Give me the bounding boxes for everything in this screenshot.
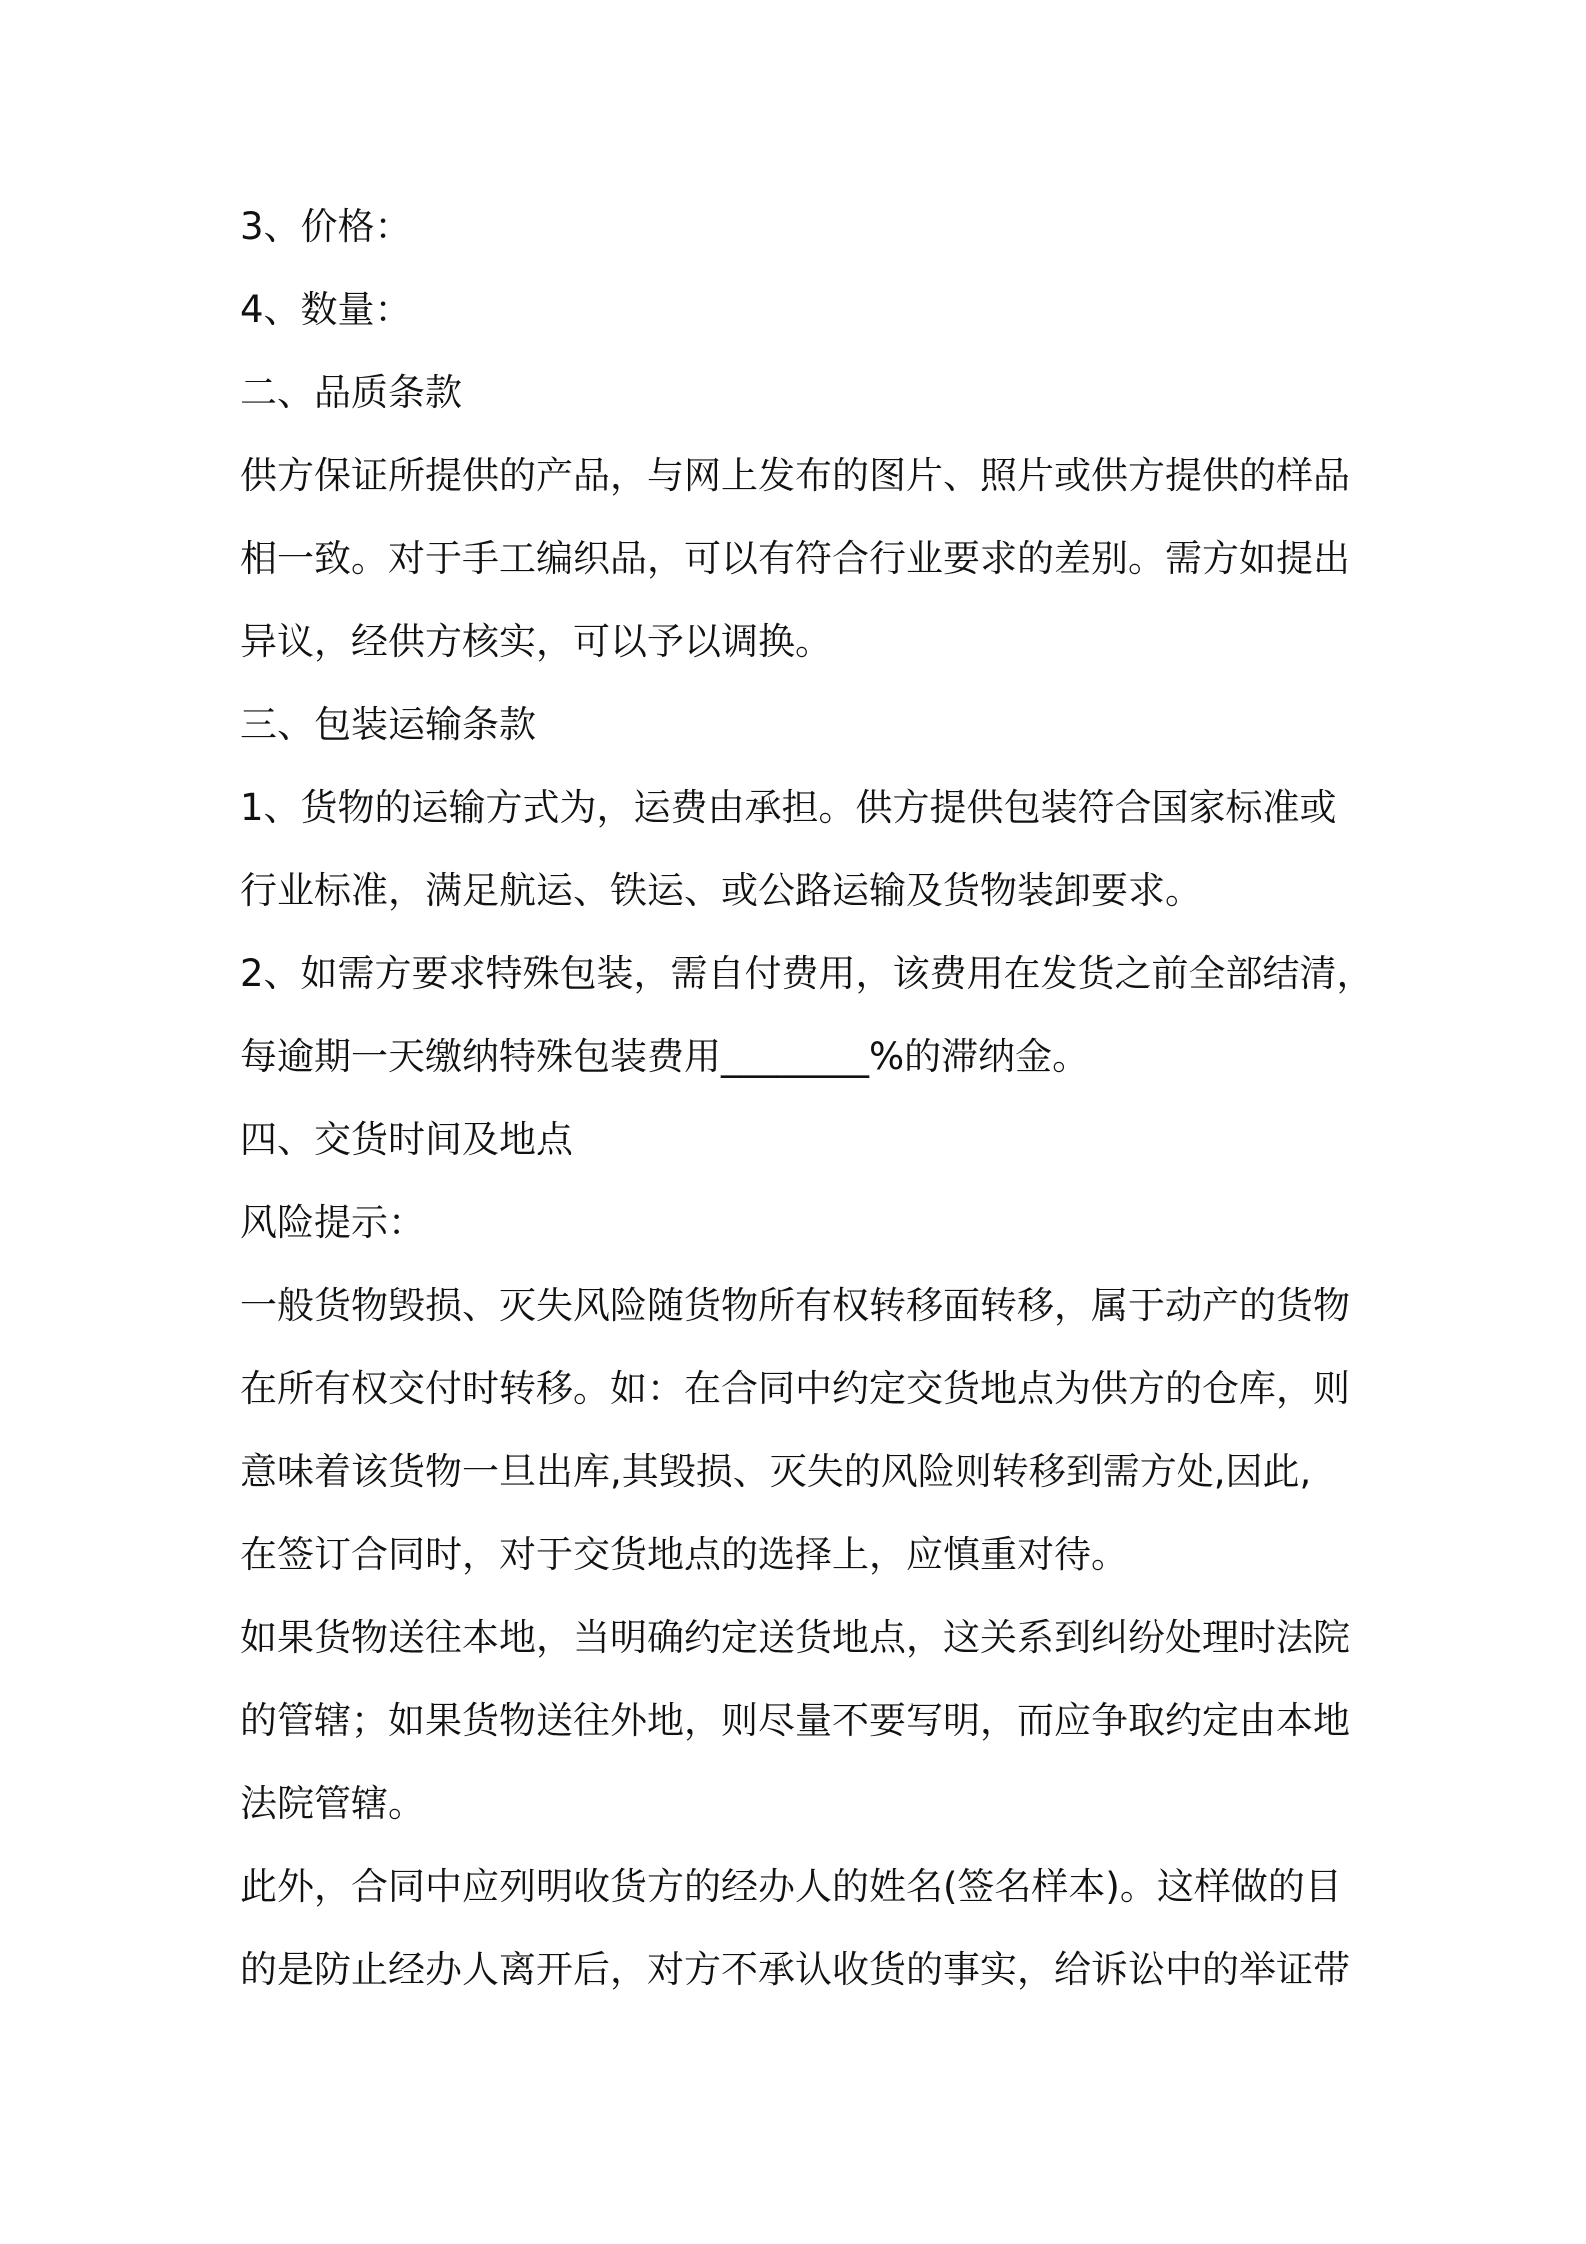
paragraph-line: 1、货物的运输方式为，运费由承担。供方提供包装符合国家标准或	[240, 786, 1337, 829]
paragraph-line: 法院管辖。	[240, 1782, 425, 1825]
clause-price	[240, 185, 1440, 268]
paragraph-packaging-1	[240, 766, 1440, 932]
risk-notice-label	[240, 1181, 1440, 1264]
list-item-line: 4、数量：	[240, 288, 412, 331]
section-heading: 四、交货时间及地点	[240, 1118, 573, 1161]
section-heading-quality	[240, 351, 1440, 434]
document-body	[240, 185, 1440, 2011]
paragraph-packaging-2	[240, 932, 1440, 1098]
paragraph-line: 的管辖；如果货物送往外地，则尽量不要写明，而应争取约定由本地	[240, 1699, 1350, 1742]
paragraph-line: 2、如需方要求特殊包装，需自付费用，该费用在发货之前全部结清，	[240, 952, 1374, 995]
paragraph-line: 此外，合同中应列明收货方的经办人的姓名(签名样本)。这样做的目	[240, 1865, 1342, 1908]
paragraph-line: 在所有权交付时转移。如：在合同中约定交货地点为供方的仓库，则	[240, 1367, 1350, 1410]
paragraph-line: 每逾期一天缴纳特殊包装费用________%的滞纳金。	[240, 1035, 1090, 1078]
clause-quantity	[240, 268, 1440, 351]
section-heading-delivery	[240, 1098, 1440, 1181]
paragraph-risk-transfer	[240, 1264, 1440, 1596]
paragraph-jurisdiction	[240, 1596, 1440, 1845]
paragraph-line: 异议，经供方核实，可以予以调换。	[240, 620, 832, 663]
paragraph-quality	[240, 434, 1440, 683]
paragraph-line: 相一致。对于手工编织品，可以有符合行业要求的差别。需方如提出	[240, 537, 1350, 580]
paragraph-line: 一般货物毁损、灭失风险随货物所有权转移面转移，属于动产的货物	[240, 1284, 1350, 1327]
section-heading: 二、品质条款	[240, 371, 462, 414]
label-line: 风险提示：	[240, 1201, 425, 1244]
list-item-line: 3、价格：	[240, 205, 412, 248]
paragraph-line: 行业标准，满足航运、铁运、或公路运输及货物装卸要求。	[240, 869, 1202, 912]
paragraph-line: 的是防止经办人离开后，对方不承认收货的事实，给诉讼中的举证带	[240, 1948, 1350, 1991]
paragraph-line: 意味着该货物一旦出库,其毁损、灭失的风险则转移到需方处,因此,	[240, 1450, 1312, 1493]
paragraph-line: 供方保证所提供的产品，与网上发布的图片、照片或供方提供的样品	[240, 454, 1350, 497]
paragraph-consignee	[240, 1845, 1440, 2011]
paragraph-line: 在签订合同时，对于交货地点的选择上，应慎重对待。	[240, 1533, 1128, 1576]
paragraph-line: 如果货物送往本地，当明确约定送货地点，这关系到纠纷处理时法院	[240, 1616, 1350, 1659]
section-heading: 三、包装运输条款	[240, 703, 536, 746]
section-heading-packaging	[240, 683, 1440, 766]
